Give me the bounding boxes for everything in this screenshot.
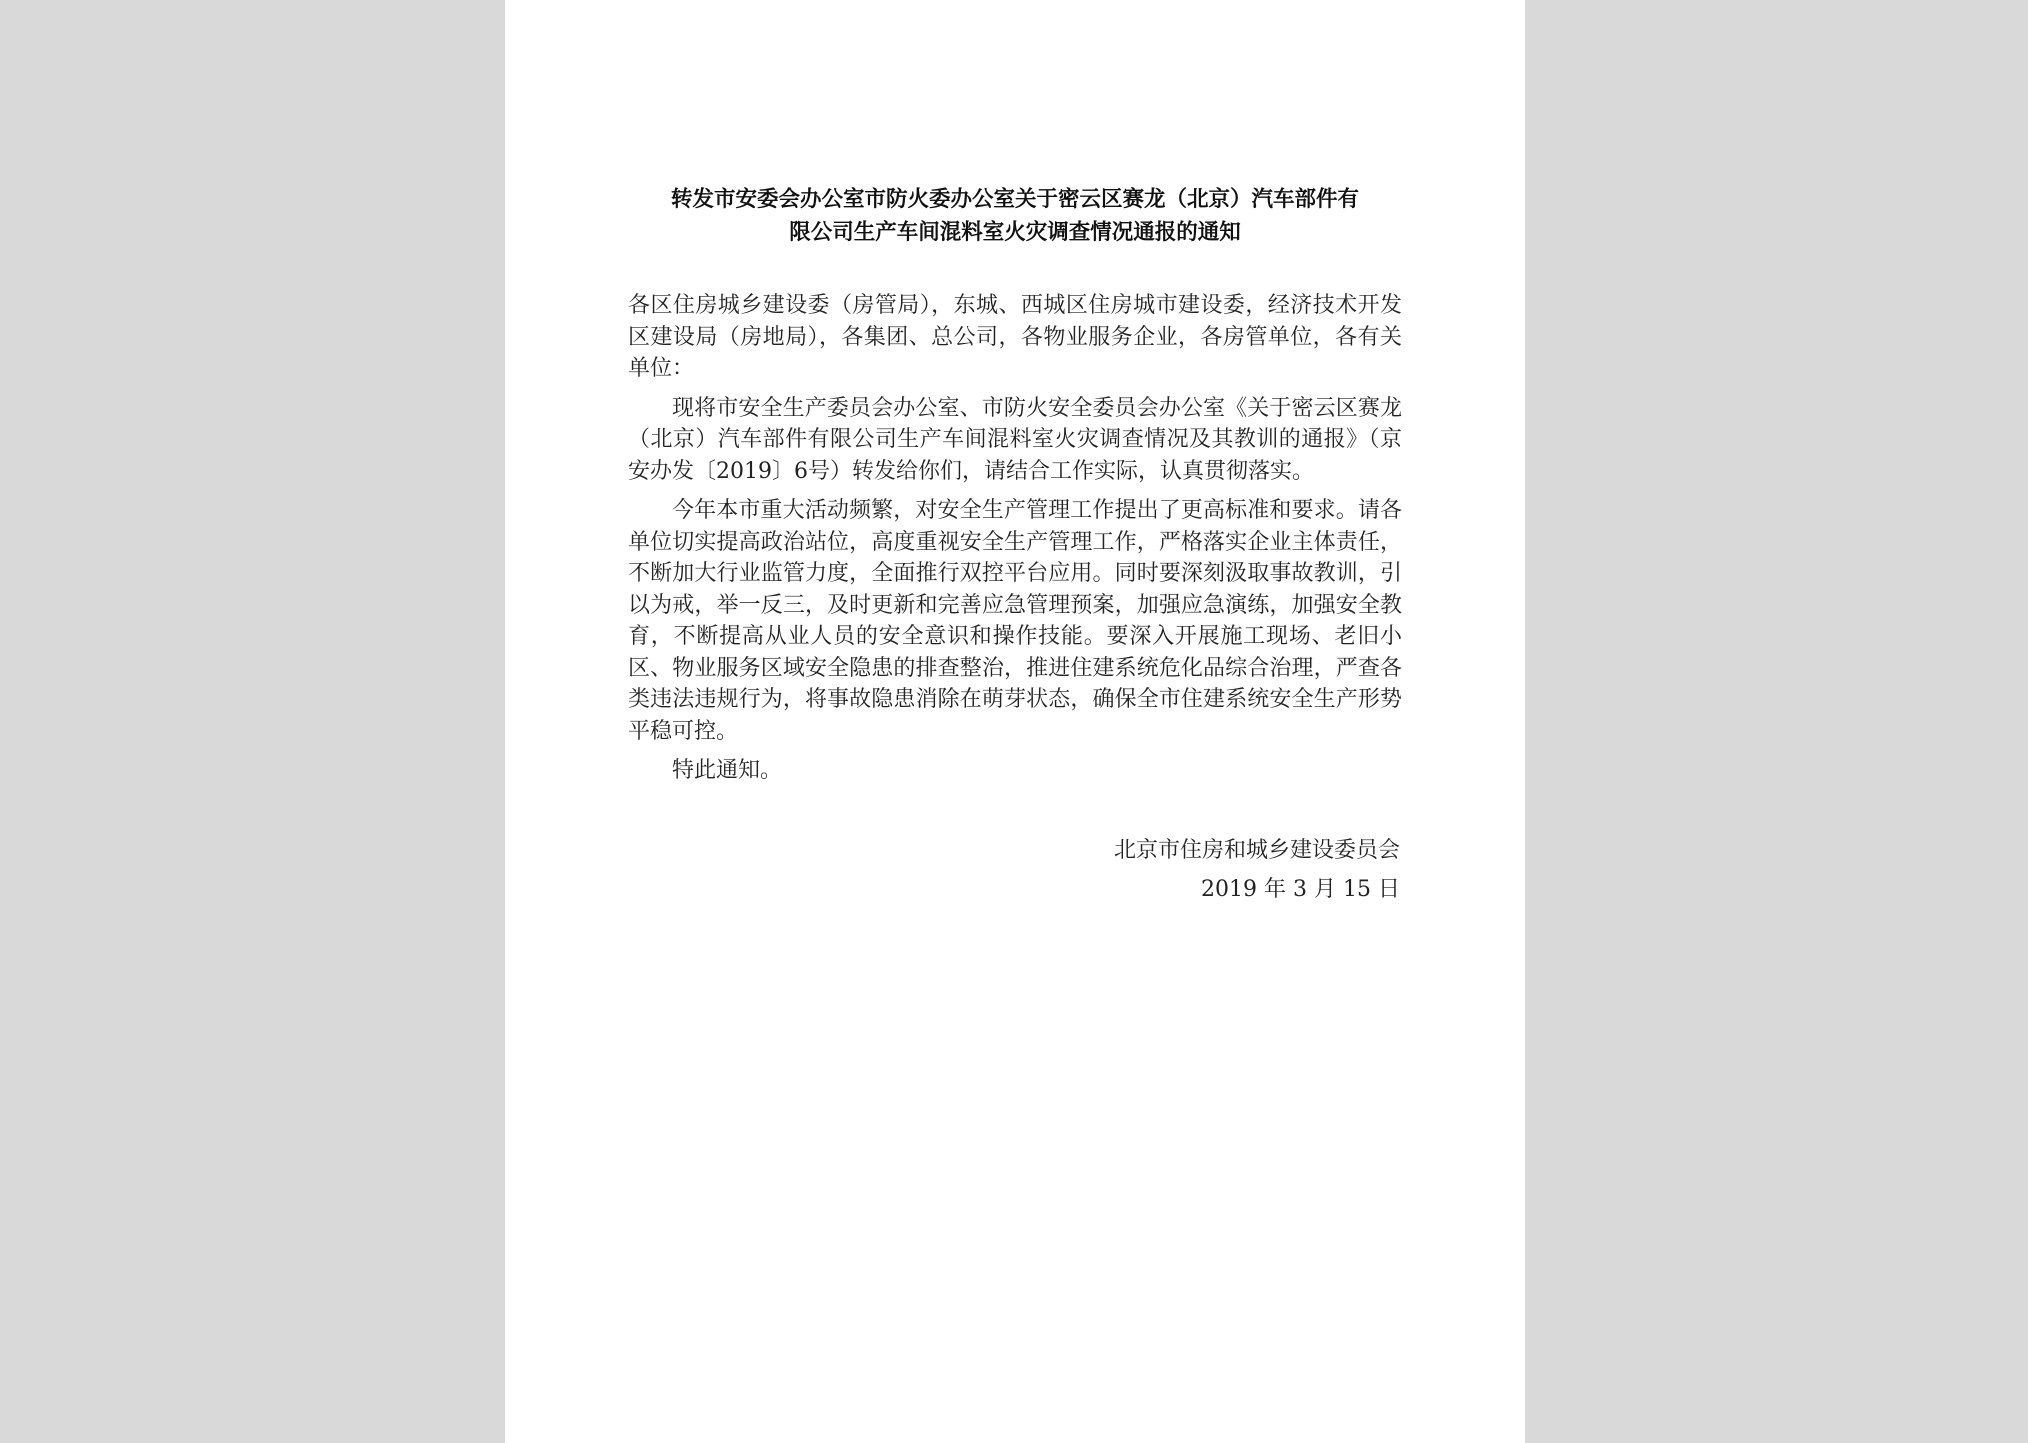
document-title: [628, 183, 1402, 249]
document-page: [505, 0, 1525, 1443]
body-paragraph-2: 今年本市重大活动频繁，对安全生产管理工作提出了更高标准和要求。请各单位切实提高政治站位，高度重视安全生产管理工作，严格落实企业主体责任，不断加大行业监管力度，全面推行双控平台应用。同时要深刻汲取事故教训，引以为戒，举一反三，及时更新和完善应急管理预案，加强应急演练，加强安全教育，不断提高从业人员的安全意识和操作技能。要深入开展施工现场、老旧小区、物业服务区域安全隐患的排查整治，推进住建系统危化品综合治理，严查各类违法违规行为，将事故隐患消除在萌芽状态，确保全市住建系统安全生产形势平稳可控。: [628, 498, 1402, 744]
closing-text: 特此通知。: [672, 758, 783, 783]
signature-date: 2019 年 3 月 15 日: [1201, 876, 1400, 902]
signature-organization: 北京市住房和城乡建设委员会: [1113, 837, 1400, 863]
body-paragraph-1: 现将市安全生产委员会办公室、市防火安全委员会办公室《关于密云区赛龙（北京）汽车部件有限公司生产车间混料室火灾调查情况及其教训的通报》（京安办发〔2019〕6号）转发给你们，请结合工作实际，认真贯彻落实。: [628, 395, 1402, 484]
title-line-1: 转发市安委会办公室市防火委办公室关于密云区赛龙（北京）汽车部件有: [670, 187, 1359, 212]
title-line-2: 限公司生产车间混料室火灾调查情况通报的通知: [789, 220, 1241, 245]
signature-block: [628, 831, 1402, 909]
addressee: 各区住房城乡建设委（房管局），东城、西城区住房城市建设委，经济技术开发区建设局（房地局），各集团、总公司，各物业服务企业，各房管单位，各有关单位：: [628, 293, 1402, 381]
